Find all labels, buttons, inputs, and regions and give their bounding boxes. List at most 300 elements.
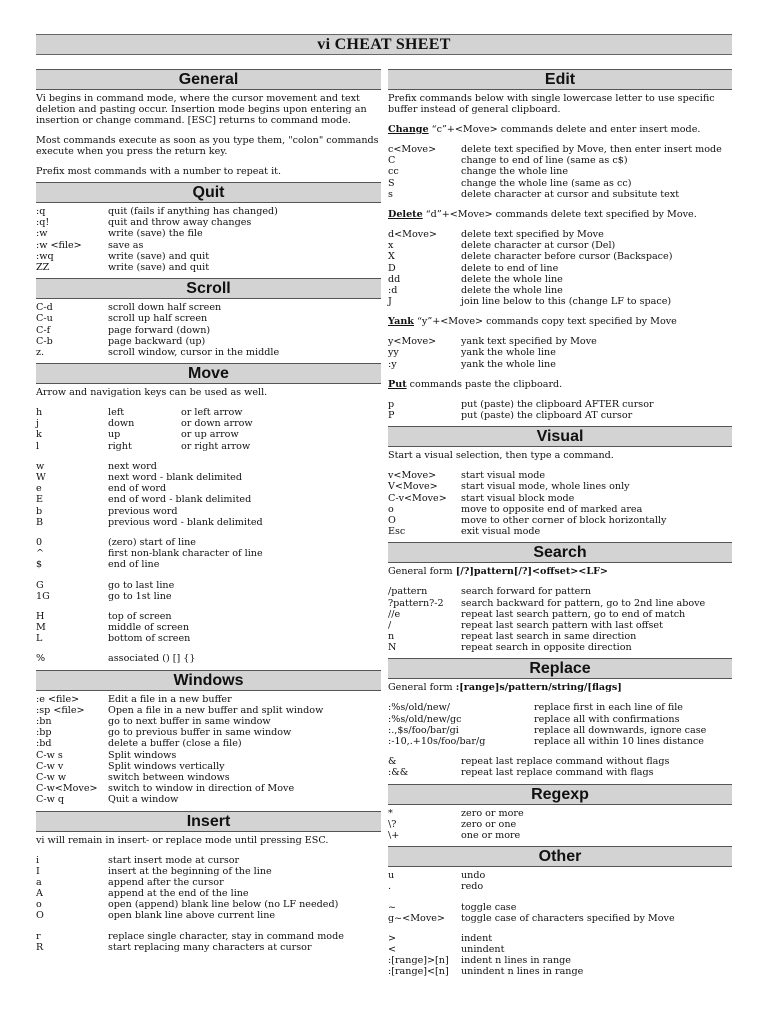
command-description: bottom of screen xyxy=(108,633,191,645)
command-description: first non-blank character of line xyxy=(108,548,263,560)
command-key: C xyxy=(388,155,396,167)
command-description: right xyxy=(108,440,132,452)
command-row xyxy=(388,642,732,653)
command-group xyxy=(36,206,381,273)
command-description: start visual block mode xyxy=(461,492,575,504)
command-description: zero or more xyxy=(461,807,524,819)
command-description: Quit a window xyxy=(108,794,179,806)
section-windows xyxy=(36,670,381,806)
paragraph: Most commands execute as soon as you type them, "colon" commands execute when you press the return key. xyxy=(36,135,379,157)
command-row xyxy=(388,493,732,504)
command-description: delete text specified by Move, then enter insert mode xyxy=(461,144,722,155)
section-quit xyxy=(36,182,381,273)
command-description: delete character at cursor (Del) xyxy=(461,240,616,252)
command-description: next word xyxy=(108,460,157,472)
command-group xyxy=(388,144,732,200)
section-search xyxy=(388,542,732,653)
command-key: B xyxy=(36,516,44,528)
command-description: toggle case of characters specified by Move xyxy=(461,912,675,924)
command-description: left xyxy=(108,407,125,419)
command-key: S xyxy=(388,177,395,189)
command-group xyxy=(388,702,732,747)
command-description: start replacing many characters at cursor xyxy=(108,941,312,953)
command-name: Delete xyxy=(388,208,423,220)
left-column xyxy=(36,69,381,958)
command-alternative: or down arrow xyxy=(181,418,253,430)
command-intro xyxy=(388,124,732,135)
command-group xyxy=(388,870,732,892)
command-key: ZZ xyxy=(36,261,50,273)
command-key: :bp xyxy=(36,727,52,739)
command-key: E xyxy=(36,494,44,506)
command-group xyxy=(36,407,381,452)
command-row xyxy=(36,228,381,239)
command-name: Yank xyxy=(388,316,414,328)
command-group xyxy=(36,694,381,806)
command-description: open (append) blank line below (no LF needed) xyxy=(108,899,339,911)
command-description: change to end of line (same as c$) xyxy=(461,155,628,167)
command-key: /pattern xyxy=(388,586,428,598)
command-row xyxy=(388,504,732,515)
command-key: ^ xyxy=(36,548,45,560)
section-scroll xyxy=(36,278,381,358)
command-key: n xyxy=(388,631,395,643)
command-row xyxy=(388,251,732,262)
command-row xyxy=(36,761,381,772)
command-group xyxy=(388,470,732,537)
command-description: go to 1st line xyxy=(108,590,172,602)
command-name: Change xyxy=(388,124,429,135)
command-key: e xyxy=(36,483,42,495)
command-row xyxy=(36,591,381,602)
command-row xyxy=(388,631,732,642)
command-description: repeat last replace command with flags xyxy=(461,767,654,779)
section-heading-windows: Windows xyxy=(36,670,381,691)
command-description: page backward (up) xyxy=(108,335,206,347)
command-key: a xyxy=(36,876,42,888)
command-row xyxy=(388,296,732,307)
command-row xyxy=(388,240,732,251)
command-description: put (paste) the clipboard AT cursor xyxy=(461,410,633,421)
command-key: r xyxy=(36,930,41,942)
command-description: go to previous buffer in same window xyxy=(108,727,292,739)
command-key: o xyxy=(36,899,42,911)
command-key: s xyxy=(388,188,393,200)
command-description: repeat last search pattern, go to end of match xyxy=(461,608,686,620)
command-description: move to opposite end of marked area xyxy=(461,503,643,515)
command-row xyxy=(36,217,381,228)
command-row xyxy=(36,580,381,591)
command-key: ~ xyxy=(388,901,397,913)
command-intro xyxy=(388,379,732,390)
command-key: y<Move> xyxy=(388,336,437,348)
command-description: repeat search in opposite direction xyxy=(461,642,632,654)
command-row xyxy=(36,262,381,273)
command-row xyxy=(36,694,381,705)
command-row xyxy=(36,738,381,749)
command-key: $ xyxy=(36,559,43,571)
command-key: :bd xyxy=(36,738,52,750)
command-key: A xyxy=(36,888,43,900)
command-row xyxy=(388,189,732,200)
command-key: R xyxy=(36,941,44,953)
command-row xyxy=(388,274,732,285)
command-description: write (save) and quit xyxy=(108,261,210,273)
command-description: delete the whole line xyxy=(461,284,563,296)
command-key: w xyxy=(36,460,45,472)
command-key: H xyxy=(36,610,45,622)
command-group xyxy=(36,855,381,922)
command-row xyxy=(388,347,732,358)
command-key: C-v<Move> xyxy=(388,492,447,504)
section-heading-general: General xyxy=(36,69,381,90)
command-description: yank the whole line xyxy=(461,358,556,370)
command-group xyxy=(388,586,732,653)
command-row xyxy=(36,611,381,622)
command-row xyxy=(36,548,381,559)
command-description: open blank line above current line xyxy=(108,910,276,922)
command-description: switch between windows xyxy=(108,771,230,783)
command-description: unindent xyxy=(461,944,505,956)
command-description: write (save) and quit xyxy=(108,250,210,262)
command-group xyxy=(36,653,381,664)
command-key: C-f xyxy=(36,324,51,336)
command-row xyxy=(36,418,381,429)
command-row xyxy=(36,441,381,452)
command-alternative: or up arrow xyxy=(181,429,239,441)
section-heading-replace: Replace xyxy=(388,658,732,679)
command-row xyxy=(36,716,381,727)
command-key: . xyxy=(388,881,392,893)
command-row xyxy=(36,931,381,942)
command-description: search forward for pattern xyxy=(461,586,592,598)
command-key: C-w<Move> xyxy=(36,783,98,795)
command-row xyxy=(388,410,732,421)
command-row xyxy=(36,407,381,418)
section-replace xyxy=(388,658,732,778)
command-row xyxy=(36,506,381,517)
command-description: end of word xyxy=(108,483,167,495)
paragraph: Arrow and navigation keys can be used as well. xyxy=(36,387,268,399)
command-row xyxy=(36,559,381,570)
command-row xyxy=(388,881,732,892)
command-row xyxy=(36,429,381,440)
command-key: :d xyxy=(388,284,398,296)
general-form xyxy=(388,682,732,693)
command-row xyxy=(36,206,381,217)
command-intro-text: “y”+<Move> commands copy text specified by Move xyxy=(413,316,677,328)
general-form-syntax: :[range]s/pattern/string/[flags] xyxy=(455,682,622,694)
command-intro-text: commands paste the clipboard. xyxy=(406,378,563,390)
command-description: down xyxy=(108,418,135,430)
paragraph: Vi begins in command mode, where the cursor movement and text deletion and pasting occur. Insertion mode begins upon entering an insertion or change command. [ESC] returns to command mode. xyxy=(36,93,367,126)
command-row xyxy=(388,526,732,537)
command-row xyxy=(36,302,381,313)
command-row xyxy=(36,622,381,633)
command-key: O xyxy=(388,514,396,526)
section-regexp xyxy=(388,784,732,842)
command-key: I xyxy=(36,865,40,877)
command-row xyxy=(36,877,381,888)
command-description: replace first in each line of file xyxy=(534,702,683,714)
general-form-syntax: [/?]pattern[/?]<offset><LF> xyxy=(455,566,608,578)
command-key: D xyxy=(388,262,396,274)
command-key: :[range]<[n] xyxy=(388,966,449,978)
command-key: i xyxy=(36,854,40,866)
command-row xyxy=(388,336,732,347)
command-key: :sp <file> xyxy=(36,704,85,716)
command-key: 1G xyxy=(36,590,50,602)
command-key: :w xyxy=(36,228,48,240)
command-description: indent n lines in range xyxy=(461,955,571,967)
section-visual xyxy=(388,426,732,537)
command-row xyxy=(36,794,381,805)
command-row xyxy=(36,653,381,664)
paragraph: Prefix most commands with a number to repeat it. xyxy=(36,166,282,177)
section-heading-regexp: Regexp xyxy=(388,784,732,805)
command-key: X xyxy=(388,251,395,263)
command-row xyxy=(388,155,732,166)
command-row xyxy=(388,966,732,977)
command-key: p xyxy=(388,398,395,410)
command-key: 0 xyxy=(36,536,43,548)
command-description: yank the whole line xyxy=(461,347,556,359)
command-description: write (save) the file xyxy=(108,228,203,240)
command-description: delete text specified by Move xyxy=(461,228,604,240)
command-row xyxy=(388,263,732,274)
command-description: quit (fails if anything has changed) xyxy=(108,206,278,217)
section-heading-search: Search xyxy=(388,542,732,563)
command-key: C-w q xyxy=(36,794,64,806)
right-column xyxy=(388,69,732,983)
command-row xyxy=(388,586,732,597)
command-description: start visual mode, whole lines only xyxy=(461,481,630,493)
command-key: C-u xyxy=(36,313,53,325)
command-description: end of word - blank delimited xyxy=(108,494,252,506)
general-form-label: General form xyxy=(388,682,456,694)
command-group xyxy=(388,902,732,924)
command-row xyxy=(388,725,732,736)
section-other xyxy=(388,846,732,978)
command-group xyxy=(36,580,381,602)
command-description: previous word xyxy=(108,505,178,517)
command-row xyxy=(388,870,732,881)
command-row xyxy=(388,830,732,841)
command-row xyxy=(388,944,732,955)
command-key: > xyxy=(388,932,397,944)
command-key: * xyxy=(388,807,393,819)
command-row xyxy=(36,705,381,716)
command-description: replace all downwards, ignore case xyxy=(534,724,707,736)
page-title: vi CHEAT SHEET xyxy=(36,34,732,55)
section-heading-edit: Edit xyxy=(388,69,732,90)
command-description: exit visual mode xyxy=(461,526,541,538)
command-row xyxy=(388,913,732,924)
section-heading-other: Other xyxy=(388,846,732,867)
command-key: G xyxy=(36,579,44,591)
command-row xyxy=(36,750,381,761)
command-row xyxy=(388,470,732,481)
command-key: N xyxy=(388,642,397,654)
command-description: end of line xyxy=(108,559,160,571)
command-key: P xyxy=(388,410,395,421)
command-row xyxy=(36,472,381,483)
command-key: dd xyxy=(388,273,401,285)
command-row xyxy=(388,399,732,410)
command-row xyxy=(388,481,732,492)
command-key: L xyxy=(36,633,43,645)
command-row xyxy=(388,285,732,296)
command-key: :-10,.+10s/foo/bar/g xyxy=(388,736,486,747)
command-description: repeat last search pattern with last offset xyxy=(461,619,663,631)
command-row xyxy=(36,517,381,528)
command-key: :.,$s/foo/bar/gi xyxy=(388,724,459,736)
command-key: b xyxy=(36,505,43,517)
command-row xyxy=(36,461,381,472)
command-row xyxy=(388,819,732,830)
command-description: switch to window in direction of Move xyxy=(108,783,295,795)
command-row xyxy=(36,899,381,910)
command-description: Split windows xyxy=(108,749,177,761)
section-heading-insert: Insert xyxy=(36,811,381,832)
command-key: C-d xyxy=(36,302,53,314)
command-key: v<Move> xyxy=(388,470,437,482)
command-description: change the whole line xyxy=(461,166,569,178)
command-description: replace all with confirmations xyxy=(534,713,680,725)
command-description: put (paste) the clipboard AFTER cursor xyxy=(461,398,654,410)
paragraph: Start a visual selection, then type a command. xyxy=(388,450,614,462)
command-key: J xyxy=(388,296,392,308)
section-general xyxy=(36,69,381,177)
command-group xyxy=(388,756,732,778)
command-description: delete character at cursor and subsitute text xyxy=(461,188,680,200)
paragraph: Prefix commands below with single lowercase letter to use specific buffer instead of general clipboard. xyxy=(388,93,715,115)
command-row xyxy=(36,347,381,358)
command-description: join line below to this (change LF to space) xyxy=(461,296,672,308)
command-key: \? xyxy=(388,818,397,830)
command-description: Split windows vertically xyxy=(108,760,225,772)
command-row xyxy=(388,767,732,778)
command-key: < xyxy=(388,944,397,956)
command-key: j xyxy=(36,418,39,430)
command-key: :bn xyxy=(36,716,52,727)
command-key: yy xyxy=(388,347,399,359)
command-key: d<Move> xyxy=(388,228,437,240)
command-description: previous word - blank delimited xyxy=(108,516,263,528)
command-row xyxy=(36,483,381,494)
command-description: toggle case xyxy=(461,901,517,913)
command-key: / xyxy=(388,619,392,631)
command-description: indent xyxy=(461,932,493,944)
command-row xyxy=(36,313,381,324)
command-description: move to other corner of block horizontally xyxy=(461,514,667,526)
command-key: C-w w xyxy=(36,771,67,783)
command-description: quit and throw away changes xyxy=(108,217,252,229)
command-key: Esc xyxy=(388,526,406,538)
command-key: C-w v xyxy=(36,760,64,772)
command-description: go to next buffer in same window xyxy=(108,716,271,727)
command-group xyxy=(36,302,381,358)
command-row xyxy=(36,855,381,866)
command-key: :y xyxy=(388,358,397,370)
command-group xyxy=(36,931,381,953)
command-row xyxy=(388,955,732,966)
command-row xyxy=(36,325,381,336)
command-description: repeat last replace command without flags xyxy=(461,756,670,768)
command-key: O xyxy=(36,910,44,922)
command-row xyxy=(388,166,732,177)
command-description: append after the cursor xyxy=(108,876,224,888)
command-key: :%s/old/new/ xyxy=(388,702,451,714)
command-description: search backward for pattern, go to 2nd line above xyxy=(461,597,706,609)
command-row xyxy=(36,251,381,262)
command-key: C-b xyxy=(36,335,53,347)
command-row xyxy=(388,144,732,155)
command-key: l xyxy=(36,440,40,452)
command-row xyxy=(36,336,381,347)
command-group xyxy=(388,933,732,978)
command-intro-text: “d”+<Move> commands delete text specified by Move. xyxy=(422,208,697,220)
command-row xyxy=(388,808,732,819)
command-description: one or more xyxy=(461,829,521,841)
command-row xyxy=(388,933,732,944)
command-row xyxy=(36,910,381,921)
command-description: Open a file in a new buffer and split window xyxy=(108,704,324,716)
section-heading-move: Move xyxy=(36,363,381,384)
command-description: replace single character, stay in command mode xyxy=(108,930,344,942)
command-description: top of screen xyxy=(108,610,172,622)
command-key: :q! xyxy=(36,217,50,229)
command-description: redo xyxy=(461,881,484,893)
command-row xyxy=(388,598,732,609)
command-row xyxy=(388,620,732,631)
command-key: cc xyxy=(388,166,399,178)
command-row xyxy=(388,515,732,526)
command-key: M xyxy=(36,622,46,634)
command-description: delete to end of line xyxy=(461,262,559,274)
command-intro xyxy=(388,209,732,220)
command-group xyxy=(36,461,381,528)
command-row xyxy=(36,727,381,738)
section-edit xyxy=(388,69,732,421)
command-key: V<Move> xyxy=(388,481,438,493)
command-description: up xyxy=(108,429,121,441)
command-description: page forward (down) xyxy=(108,324,211,336)
command-key: k xyxy=(36,429,42,441)
command-row xyxy=(36,866,381,877)
command-row xyxy=(36,888,381,899)
command-description: insert at the beginning of the line xyxy=(108,865,272,877)
command-description: zero or one xyxy=(461,818,517,830)
command-group xyxy=(388,399,732,421)
command-description: scroll window, cursor in the middle xyxy=(108,346,280,358)
command-description: start insert mode at cursor xyxy=(108,854,240,866)
command-row xyxy=(388,714,732,725)
section-heading-visual: Visual xyxy=(388,426,732,447)
command-key: C-w s xyxy=(36,749,63,761)
command-row xyxy=(36,240,381,251)
command-key: z. xyxy=(36,346,45,358)
command-description: Edit a file in a new buffer xyxy=(108,693,232,705)
command-key: & xyxy=(388,756,397,768)
command-alternative: or left arrow xyxy=(181,407,243,419)
command-key: :wq xyxy=(36,250,54,262)
command-key: :e <file> xyxy=(36,693,80,705)
command-key: u xyxy=(388,870,395,882)
command-group xyxy=(36,537,381,571)
command-description: middle of screen xyxy=(108,622,190,634)
command-intro xyxy=(388,316,732,327)
